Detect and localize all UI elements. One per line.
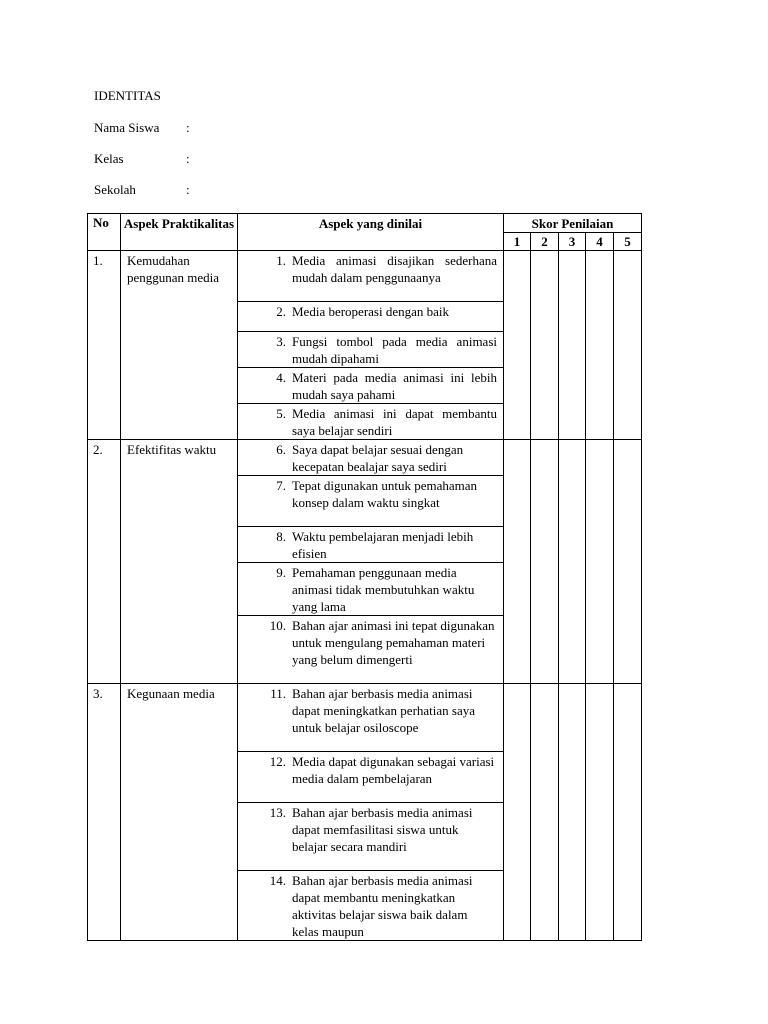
header-skor-penilaian: Skor Penilaian [504,214,642,233]
field-kelas [94,151,190,167]
score-cell[interactable] [531,251,559,440]
item-text: Saya dapat belajar sesuai dengan kecepatan bealajar saya sediri [292,442,464,474]
field-nama-siswa [94,120,190,136]
score-col-2: 2 [531,233,559,251]
assessment-item [238,803,504,871]
score-cell[interactable] [614,684,642,941]
assessment-item [238,527,504,563]
group-aspek: Kegunaan media [121,684,238,941]
item-text: Media animasi ini dapat membantu saya belajar sendiri [292,406,497,438]
score-cell[interactable] [504,440,531,684]
assessment-item [238,368,504,404]
score-col-1: 1 [504,233,531,251]
group-number: 1. [88,251,121,440]
item-number: 12. [269,754,286,769]
item-number: 14. [269,873,286,888]
item-text: Tepat digunakan untuk pemahaman konsep dalam waktu singkat [292,478,478,510]
assessment-item [238,871,504,941]
item-number: 5. [276,406,286,421]
field-separator: : [186,151,190,166]
score-cell[interactable] [531,684,559,941]
score-col-5: 5 [614,233,642,251]
header-aspek: Aspek Praktikalitas [121,214,238,251]
item-text: Media beroperasi dengan baik [292,304,450,319]
field-label: Sekolah [94,182,136,197]
score-cell[interactable] [559,251,586,440]
score-cell[interactable] [614,251,642,440]
score-col-4: 4 [586,233,614,251]
field-separator: : [186,182,190,197]
field-separator: : [186,120,190,135]
score-col-3: 3 [559,233,586,251]
assessment-item [238,752,504,803]
header-aspek-dinilai: Aspek yang dinilai [238,214,504,251]
evaluation-table [87,213,642,941]
field-sekolah [94,182,190,198]
item-text: Waktu pembelajaran menjadi lebih efisien [292,529,474,561]
item-number: 2. [276,304,286,319]
group-number: 3. [88,684,121,941]
item-text: Media dapat digunakan sebagai variasi media dalam pembelajaran [292,754,495,786]
item-text: Fungsi tombol pada media animasi mudah dipahami [292,334,497,366]
item-text: Media animasi disajikan sederhana mudah dalam penggunaanya [292,253,497,285]
assessment-item [238,684,504,752]
item-number: 11. [270,686,286,701]
score-cell[interactable] [531,440,559,684]
assessment-item [238,440,504,476]
assessment-item [238,251,504,302]
item-text: Pemahaman penggunaan media animasi tidak membutuhkan waktu yang lama [292,565,475,614]
item-text: Bahan ajar berbasis media animasi dapat meningkatkan perhatian saya untuk belajar osiloscope [292,686,476,735]
assessment-item [238,332,504,368]
group-aspek: Kemudahan penggunan media [121,251,238,440]
score-cell[interactable] [614,440,642,684]
item-number: 10. [269,618,286,633]
identity-section [94,88,190,213]
field-label: Nama Siswa [94,120,160,135]
identity-heading: IDENTITAS [94,88,161,103]
header-no: No [88,214,121,251]
item-text: Bahan ajar berbasis media animasi dapat membantu meningkatkan aktivitas belajar siswa baik dalam kelas maupun [292,873,473,939]
item-number: 6. [276,442,286,457]
score-cell[interactable] [559,440,586,684]
assessment-item [238,616,504,684]
group-aspek: Efektifitas waktu [121,440,238,684]
item-text: Bahan ajar berbasis media animasi dapat memfasilitasi siswa untuk belajar secara mandiri [292,805,473,854]
score-cell[interactable] [586,251,614,440]
item-number: 13. [269,805,286,820]
item-number: 9. [276,565,286,580]
item-text: Materi pada media animasi ini lebih mudah saya pahami [292,370,497,402]
item-number: 4. [276,370,286,385]
assessment-item [238,404,504,440]
item-number: 1. [276,253,286,268]
score-cell[interactable] [586,684,614,941]
item-number: 7. [276,478,286,493]
item-number: 8. [276,529,286,544]
score-cell[interactable] [504,684,531,941]
assessment-item [238,476,504,527]
score-cell[interactable] [504,251,531,440]
score-cell[interactable] [559,684,586,941]
score-cell[interactable] [586,440,614,684]
item-text: Bahan ajar animasi ini tepat digunakan untuk mengulang pemahaman materi yang belum dimengerti [292,618,495,667]
group-number: 2. [88,440,121,684]
assessment-item [238,563,504,616]
item-number: 3. [276,334,286,349]
assessment-item [238,302,504,332]
field-label: Kelas [94,151,124,166]
